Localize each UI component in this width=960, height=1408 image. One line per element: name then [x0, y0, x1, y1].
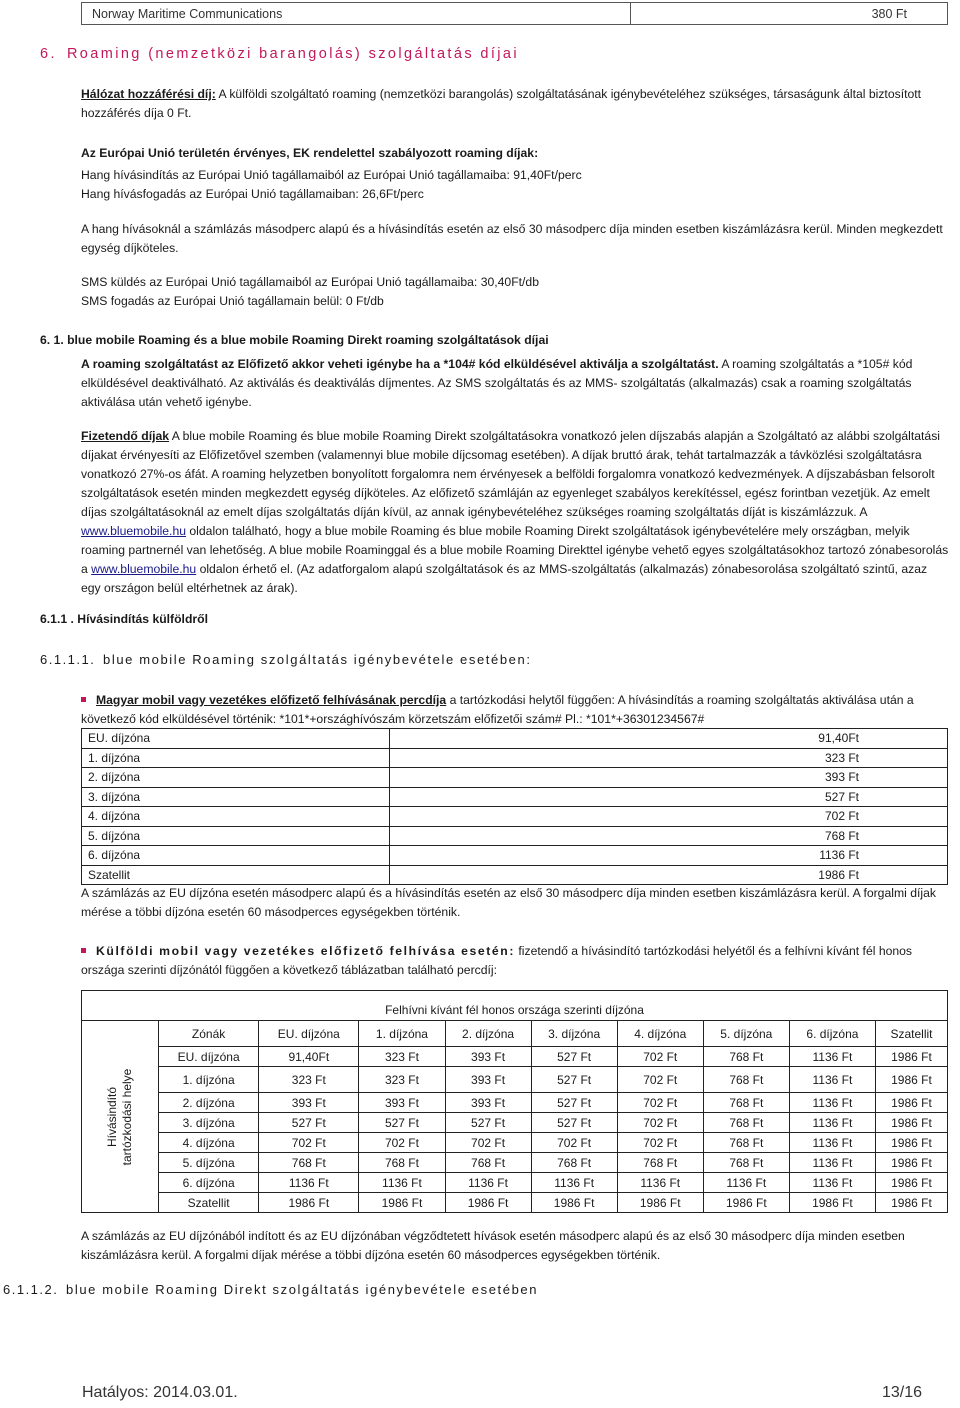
matrix-col-header: 3. díjzóna [531, 1021, 617, 1047]
matrix-col-header: EU. díjzóna [259, 1021, 359, 1047]
matrix-cell: 702 Ft [259, 1133, 359, 1153]
fees-text-3: oldalon érhető el. (Az adatforgalom alapú szolgáltatások és az MMS-szolgáltatás (alkalmazás) zónabesorolása szolgáltató szintű, azaz egy országon belül eltérhetnek az árak). [81, 562, 928, 595]
bullet-foreign [81, 942, 949, 980]
header-company: Norway Maritime Communications [82, 3, 631, 24]
matrix-col-header: 1. díjzóna [359, 1021, 445, 1047]
matrix-cell: 1136 Ft [789, 1133, 875, 1153]
matrix-cell: 702 Ft [617, 1067, 703, 1093]
matrix-cell: 1136 Ft [445, 1173, 531, 1193]
activation-text: A roaming szolgáltatás a *105# kód elküldésével deaktiválható. Az aktiválás és deaktiválás díjmentes. Az SMS szolgáltatás és az MMS- szolgáltatás (alkalmazás) csak a roaming szolgáltatás aktiválása után vehető igénybe. [81, 357, 913, 409]
section-6-number: 6. [40, 46, 57, 62]
activation-paragraph [81, 355, 949, 412]
eu-sms-receive: SMS fogadás az Európai Unió tagállamain belül: 0 Ft/db [81, 294, 384, 308]
matrix-cell: 527 Ft [359, 1113, 445, 1133]
eu-heading: Az Európai Unió területén érvényes, EK rendelettel szabályozott roaming díjak: [81, 146, 539, 160]
matrix-cell: 1136 Ft [789, 1047, 875, 1067]
matrix-cell: 323 Ft [359, 1047, 445, 1067]
matrix-side-label [82, 1021, 159, 1213]
eu-sms-send: SMS küldés az Európai Unió tagállamaiból az Európai Unió tagállamaiba: 30,40Ft/db [81, 275, 539, 289]
matrix-cell: 393 Ft [359, 1093, 445, 1113]
table-row [82, 1113, 948, 1133]
bullet-hungarian-bold: Magyar mobil vagy vezetékes előfizető felhívásának percdíja [96, 693, 447, 707]
matrix-cell: 1986 Ft [359, 1193, 445, 1213]
matrix-cell: 1986 Ft [259, 1193, 359, 1213]
matrix-cell: 768 Ft [703, 1153, 789, 1173]
zone-price: 91,40Ft [390, 729, 948, 749]
table-row [82, 1193, 948, 1213]
side-label-line-1: Hívásindító [105, 1086, 119, 1147]
section-6-1-1-2-title [3, 1282, 538, 1297]
matrix-cell: 527 Ft [531, 1047, 617, 1067]
footer-valid-date: Hatályos: 2014.03.01. [82, 1384, 238, 1401]
table-row [82, 1153, 948, 1173]
matrix-caption: Felhívni kívánt fél honos országa szerinti díjzóna [82, 991, 948, 1021]
bluemobile-link-1[interactable]: www.bluemobile.hu [81, 524, 187, 538]
matrix-billing-note: A számlázás az EU díjzónából indított és az EU díjzónában végződtetett hívások esetén másodperc alapú és az első 30 másodperc díja minden esetben kiszámlázásra kerül. A forgalmi díjak mérése a többi díjzóna esetén 60 másodperces egységekben történik. [81, 1229, 905, 1262]
matrix-cell: 1136 Ft [789, 1113, 875, 1133]
matrix-cell: 527 Ft [445, 1113, 531, 1133]
fees-text-1: A blue mobile Roaming és blue mobile Roaming Direkt szolgáltatásokra vonatkozó jelen díjszabás alapján a Szolgáltató az alábbi szolgáltatási díjakat érvényesíti az Előfizetővel szemben (valamennyi blue mobile díjcsomag esetében). A díjak bruttó árak, tehát tartalmazzák a távközlési szolgáltatásra vonatkozó 27%-os áfát. A roaming helyzetben bonyolított forgalomra nem érvényesek a belföldi forgalomra vonatkozó kedvezmények. A díjszabásban felsorolt szolgáltatások esetén minden megkezdett egység díjköteles. Az előfizető számláján az egyenleget szabályos kerekítéssel, egész forintban vezetjük. Az emelt díjas szolgáltatásoknál az emelt díjas szolgáltatás díján kívül, az annak igénybevételéhez szükséges roaming szolgáltatás díját is kiszámlázzuk. [81, 429, 941, 519]
eu-call-in: Hang hívásfogadás az Európai Unió tagállamaiban: 26,6Ft/perc [81, 187, 424, 201]
matrix-cell: 393 Ft [445, 1093, 531, 1113]
zone-price: 1986 Ft [390, 865, 948, 885]
matrix-col-header: 4. díjzóna [617, 1021, 703, 1047]
matrix-cell: 702 Ft [445, 1133, 531, 1153]
matrix-cell: 527 Ft [259, 1113, 359, 1133]
bullet-icon [81, 948, 86, 953]
table-row [82, 846, 948, 866]
matrix-row-label: 5. díjzóna [159, 1153, 259, 1173]
zone-price: 768 Ft [390, 826, 948, 846]
matrix-cell: 768 Ft [703, 1113, 789, 1133]
zone-label: Szatellit [82, 865, 390, 885]
bullet-foreign-bold: Külföldi mobil vagy vezetékes előfizető felhívása esetén: [96, 944, 516, 958]
matrix-cell: 1986 Ft [875, 1133, 947, 1153]
matrix-cell: 1136 Ft [617, 1173, 703, 1193]
matrix-cell: 768 Ft [703, 1093, 789, 1113]
section-6-1-1-1-text: blue mobile Roaming szolgáltatás igénybevétele esetében: [103, 652, 532, 667]
eu-call-out: Hang hívásindítás az Európai Unió tagállamaiból az Európai Unió tagállamaiba: 91,40Ft/perc [81, 168, 582, 182]
side-label-line-2: tartózkodási helye [120, 1068, 134, 1165]
header-price: 380 Ft [871, 7, 907, 21]
fees-a: A [859, 505, 867, 519]
zone-matrix-table [81, 990, 948, 1213]
matrix-cell: 1986 Ft [789, 1193, 875, 1213]
matrix-cell: 702 Ft [531, 1133, 617, 1153]
table-row [82, 729, 948, 749]
page-header [81, 2, 948, 25]
matrix-cell: 393 Ft [445, 1067, 531, 1093]
zone-label: EU. díjzóna [82, 729, 390, 749]
matrix-cell: 527 Ft [531, 1093, 617, 1113]
table-row [82, 768, 948, 788]
matrix-cell: 527 Ft [531, 1113, 617, 1133]
matrix-cell: 393 Ft [445, 1047, 531, 1067]
matrix-cell: 323 Ft [259, 1067, 359, 1093]
matrix-col-header: 5. díjzóna [703, 1021, 789, 1047]
bullet-hungarian [81, 691, 949, 729]
matrix-cell: 527 Ft [531, 1067, 617, 1093]
section-6-1-title: 6. 1. blue mobile Roaming és a blue mobile Roaming Direkt roaming szolgáltatások díjai [40, 333, 549, 347]
matrix-cell: 1136 Ft [531, 1173, 617, 1193]
matrix-cell: 1986 Ft [617, 1193, 703, 1213]
matrix-cell: 91,40Ft [259, 1047, 359, 1067]
table-row [82, 1173, 948, 1193]
matrix-cell: 1986 Ft [445, 1193, 531, 1213]
matrix-cell: 768 Ft [703, 1047, 789, 1067]
matrix-cell: 702 Ft [359, 1133, 445, 1153]
matrix-cell: 768 Ft [445, 1153, 531, 1173]
zone-price-table [81, 728, 948, 885]
matrix-cell: 1986 Ft [875, 1047, 947, 1067]
matrix-cell: 768 Ft [259, 1153, 359, 1173]
section-6-1-1-2-text: blue mobile Roaming Direkt szolgáltatás igénybevétele esetében [66, 1282, 539, 1297]
zone-label: 3. díjzóna [82, 787, 390, 807]
matrix-cell: 1986 Ft [875, 1173, 947, 1193]
zone-price: 527 Ft [390, 787, 948, 807]
matrix-row-label: EU. díjzóna [159, 1047, 259, 1067]
zone-price: 393 Ft [390, 768, 948, 788]
matrix-cell: 1136 Ft [789, 1173, 875, 1193]
footer-page-number: 13/16 [881, 1384, 922, 1401]
table-row [82, 865, 948, 885]
matrix-cell: 1986 Ft [703, 1193, 789, 1213]
bullet-icon [81, 697, 86, 702]
table-row [82, 1093, 948, 1113]
matrix-cell: 768 Ft [617, 1153, 703, 1173]
zone-label: 5. díjzóna [82, 826, 390, 846]
table-row [82, 1047, 948, 1067]
matrix-row-label: Szatellit [159, 1193, 259, 1213]
matrix-cell: 323 Ft [359, 1067, 445, 1093]
matrix-cell: 1136 Ft [789, 1093, 875, 1113]
matrix-row-label: 4. díjzóna [159, 1133, 259, 1153]
table-row [82, 787, 948, 807]
table-row [82, 1067, 948, 1093]
section-6-text: Roaming (nemzetközi barangolás) szolgáltatás díjai [66, 46, 519, 62]
access-fee-paragraph [81, 85, 949, 123]
section-6-1-1-1-title [40, 652, 532, 667]
section-6-1-1-2-number: 6.1.1.2. [3, 1282, 59, 1297]
matrix-cell: 1136 Ft [703, 1173, 789, 1193]
matrix-cell: 1986 Ft [531, 1193, 617, 1213]
matrix-row-label: 6. díjzóna [159, 1173, 259, 1193]
zone-price: 1136 Ft [390, 846, 948, 866]
matrix-caption-row [82, 991, 948, 1021]
matrix-cell: 1986 Ft [875, 1193, 947, 1213]
fees-text-2: oldalon található, hogy a blue mobile Roaming és blue mobile Roaming Direkt szolgáltatások igénybevételére mely országban, melyik roaming partnernél van lehetőség. A blue mobile Roaminggal és a blue mobile Roaming Direkttel igénybe vehető egyes szolgáltatásokhoz tartozó zónabesorolás a [81, 524, 949, 576]
zone-label: 2. díjzóna [82, 768, 390, 788]
matrix-cell: 768 Ft [531, 1153, 617, 1173]
matrix-cell: 768 Ft [359, 1153, 445, 1173]
activation-bold: A roaming szolgáltatást az Előfizető akkor veheti igénybe ha a *104# kód elküldésével aktiválja a szolgáltatást. [81, 357, 719, 371]
zone-label: 1. díjzóna [82, 748, 390, 768]
table-row [82, 826, 948, 846]
zone-billing-note: A számlázás az EU díjzóna esetén másodperc alapú és a hívásindítás esetén az első 30 másodperc díja minden esetben kiszámlázásra kerül. A forgalmi díjak mérése a többi díjzóna esetén 60 másodperces egységekben történik. [81, 886, 936, 919]
matrix-cell: 1136 Ft [259, 1173, 359, 1193]
matrix-cell: 1136 Ft [789, 1153, 875, 1173]
matrix-col-header: Szatellit [875, 1021, 947, 1047]
bullet-hungarian-text: a tartózkodási helytől függően: A hívásindítás a roaming szolgáltatás aktiválása után a következő kód elküldésével történik: *101*+országhívószám körzetszám előfizetői szám# Pl.: *101*+36301234567# [81, 693, 914, 726]
bluemobile-link-2[interactable]: www.bluemobile.hu [91, 562, 197, 576]
matrix-cell: 1986 Ft [875, 1093, 947, 1113]
matrix-cell: 702 Ft [617, 1093, 703, 1113]
zone-label: 4. díjzóna [82, 807, 390, 827]
table-row [82, 1133, 948, 1153]
section-6-1-1-title: 6.1.1 . Hívásindítás külföldről [40, 612, 208, 626]
bullet-foreign-text: fizetendő a hívásindító tartózkodási helyétől és a felhívni kívánt fél honos országa szerinti díjzónától függően a következő táblázatban található percdíj: [81, 944, 913, 977]
section-6-1-1-1-number: 6.1.1.1. [40, 652, 96, 667]
fees-paragraph [81, 427, 949, 598]
matrix-cell: 768 Ft [703, 1067, 789, 1093]
matrix-cell: 1136 Ft [789, 1067, 875, 1093]
table-row [82, 748, 948, 768]
access-fee-label: Hálózat hozzáférési díj: [81, 87, 216, 101]
matrix-corner: Zónák [159, 1021, 259, 1047]
fees-label: Fizetendő díjak [81, 429, 170, 443]
matrix-cell: 393 Ft [259, 1093, 359, 1113]
matrix-row-label: 1. díjzóna [159, 1067, 259, 1093]
eu-billing-note: A hang hívásoknál a számlázás másodperc alapú és a hívásindítás esetén az első 30 másodperc díja minden esetben kiszámlázásra kerül. Minden megkezdett egység díjköteles. [81, 222, 943, 255]
matrix-row-label: 2. díjzóna [159, 1093, 259, 1113]
matrix-row-label: 3. díjzóna [159, 1113, 259, 1133]
matrix-header-row [82, 1021, 948, 1047]
section-6-title [40, 46, 519, 62]
table-row [82, 807, 948, 827]
matrix-cell: 702 Ft [617, 1047, 703, 1067]
matrix-cell: 1136 Ft [359, 1173, 445, 1193]
matrix-cell: 702 Ft [617, 1113, 703, 1133]
matrix-cell: 1986 Ft [875, 1067, 947, 1093]
matrix-cell: 1986 Ft [875, 1153, 947, 1173]
matrix-col-header: 6. díjzóna [789, 1021, 875, 1047]
matrix-cell: 702 Ft [617, 1133, 703, 1153]
access-fee-text: A külföldi szolgáltató roaming (nemzetközi barangolás) szolgáltatásának igénybevételéhez szükséges, társaságunk által biztosított hozzáférés díja 0 Ft. [81, 87, 922, 120]
zone-price: 702 Ft [390, 807, 948, 827]
zone-price: 323 Ft [390, 748, 948, 768]
matrix-cell: 1986 Ft [875, 1113, 947, 1133]
matrix-cell: 768 Ft [703, 1133, 789, 1153]
zone-label: 6. díjzóna [82, 846, 390, 866]
matrix-col-header: 2. díjzóna [445, 1021, 531, 1047]
